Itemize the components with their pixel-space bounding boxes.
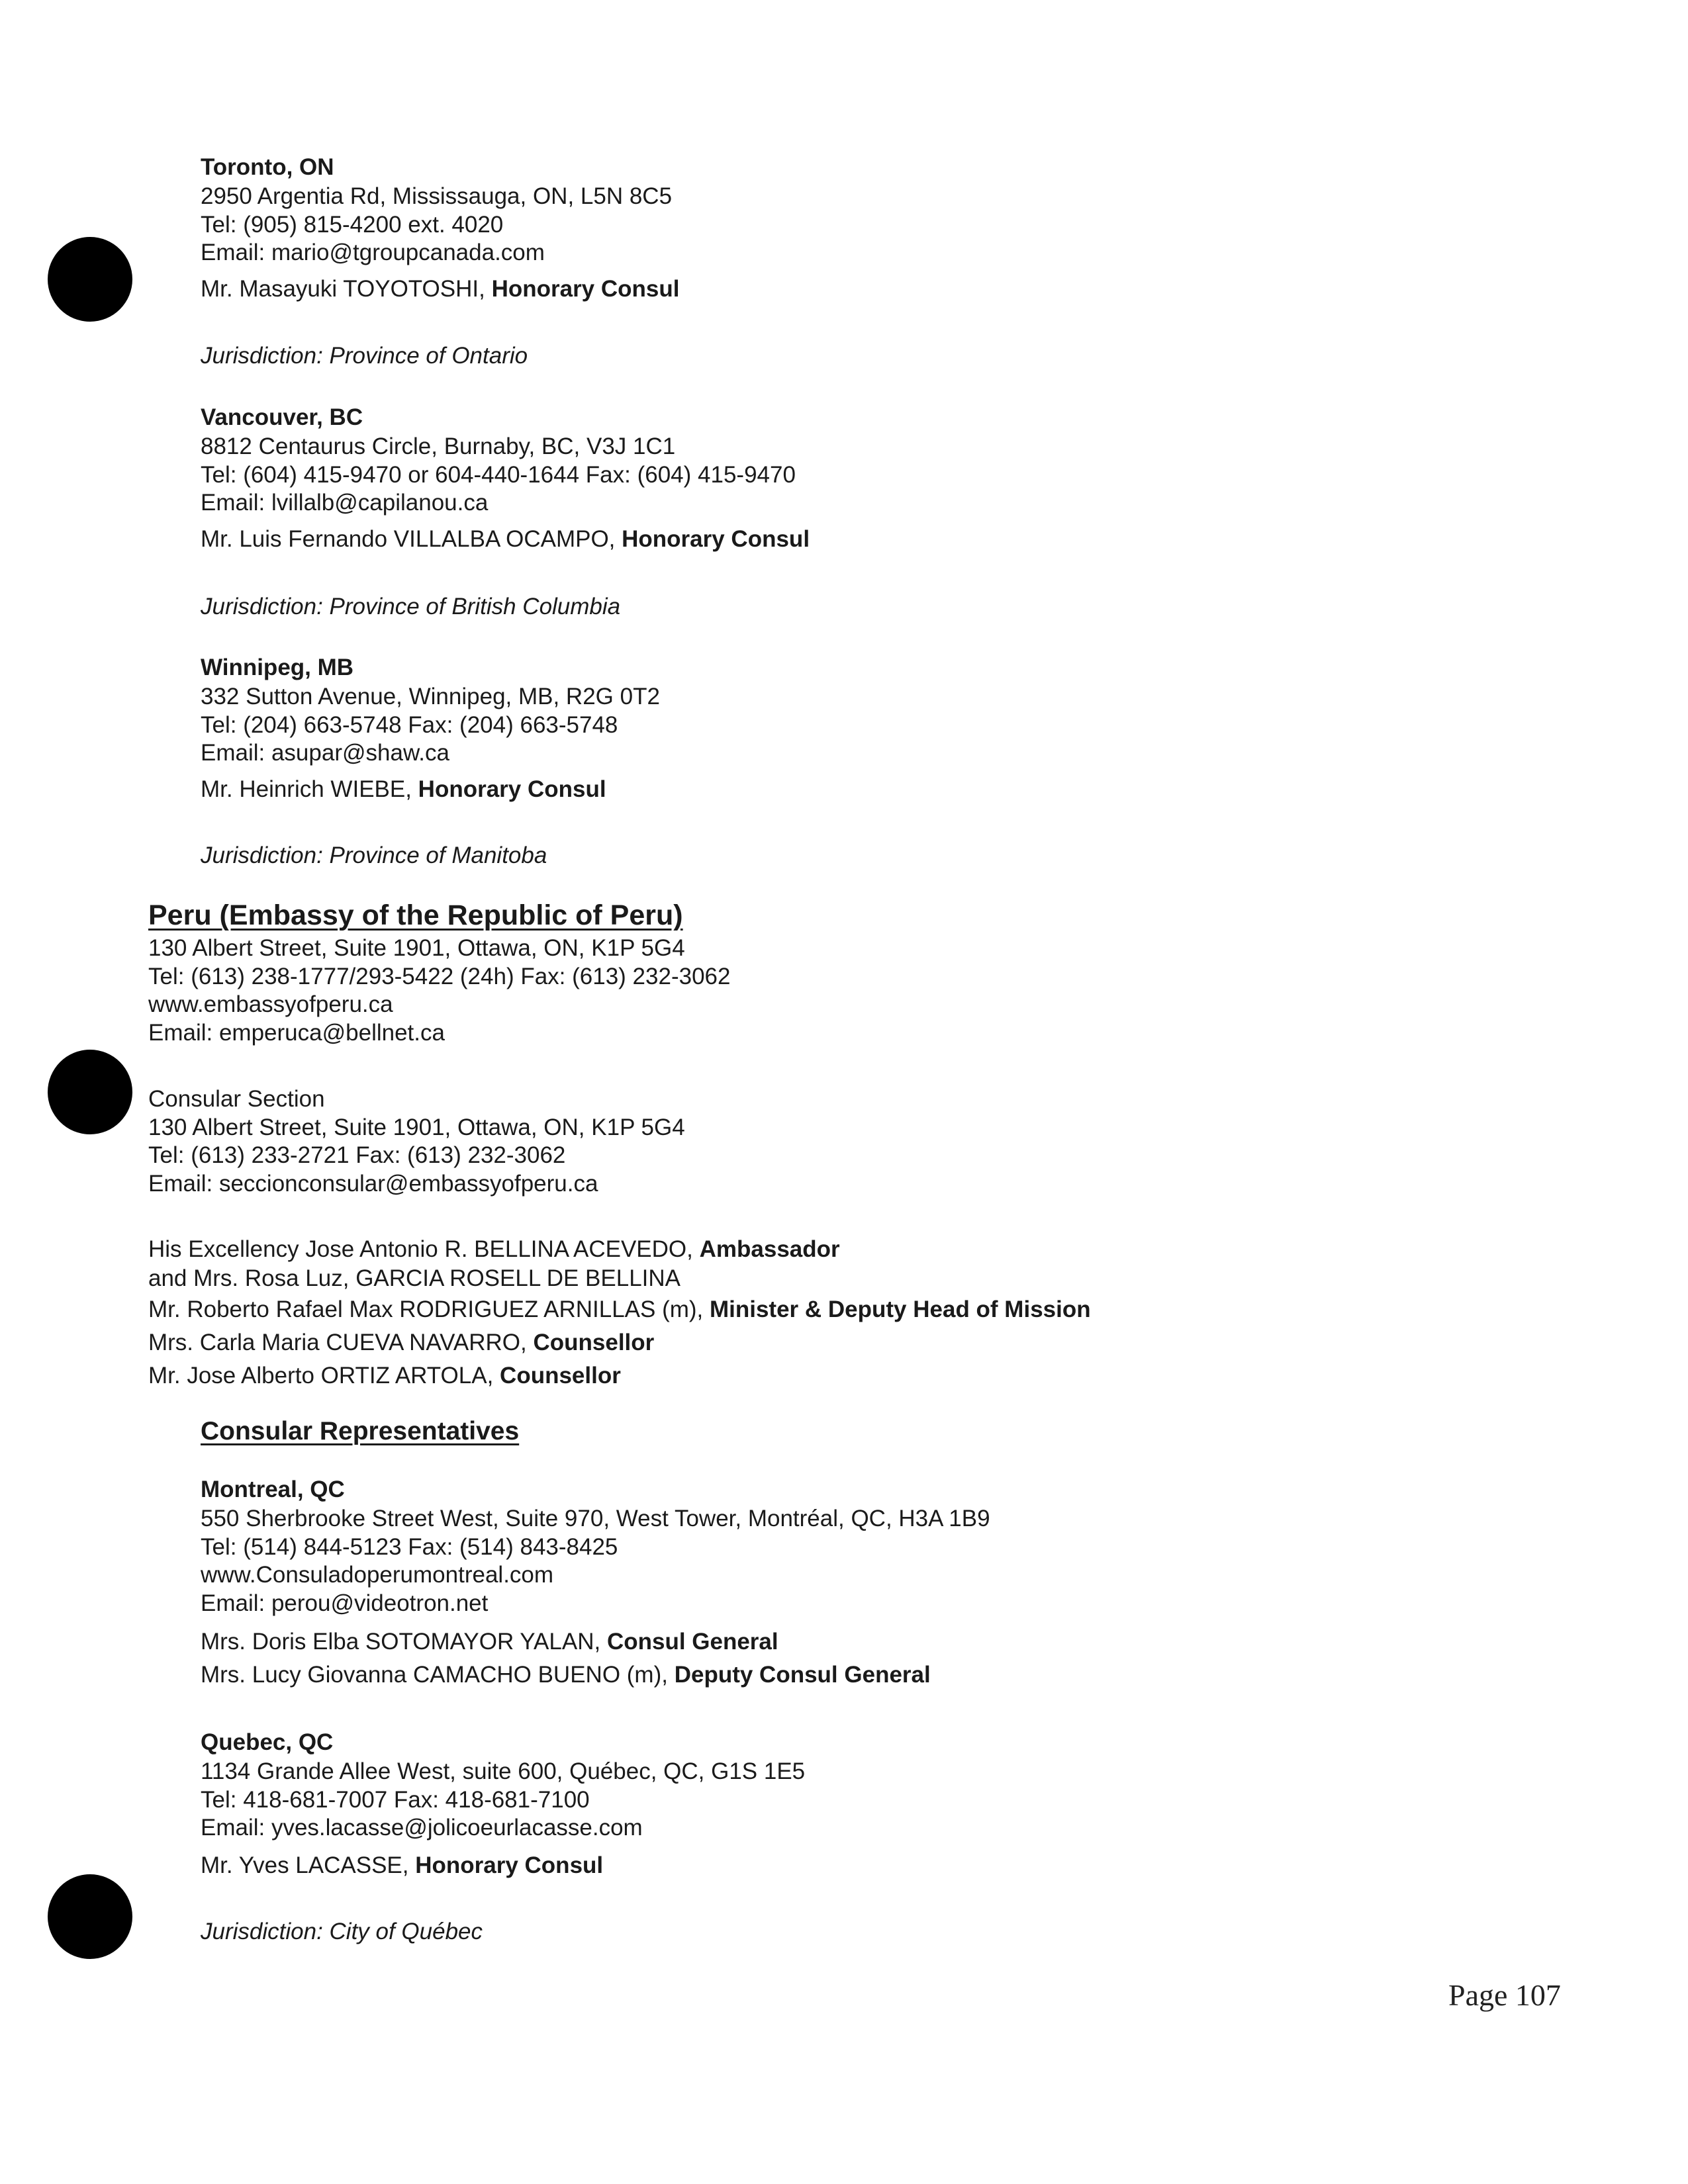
jurisdiction-vancouver: Jurisdiction: Province of British Columbia <box>201 594 621 619</box>
person-name: Mr. Yves LACASSE, <box>201 1852 416 1878</box>
email-line: Email: mario@tgroupcanada.com <box>201 240 545 265</box>
address-line: 2950 Argentia Rd, Mississauga, ON, L5N 8C5 <box>201 183 673 209</box>
address-line: 332 Sutton Avenue, Winnipeg, MB, R2G 0T2 <box>201 684 660 709</box>
phone-line: Tel: (604) 415-9470 or 604-440-1644 Fax: (604) 415-9470 <box>201 461 796 488</box>
person-name: Mr. Heinrich WIEBE, <box>201 776 418 802</box>
person-name: Mr. Luis Fernando VILLALBA OCAMPO, <box>201 525 622 552</box>
city-heading: Toronto, ON <box>201 154 334 180</box>
person-title: Deputy Consul General <box>674 1662 931 1688</box>
consul-entry <box>201 776 660 803</box>
address-line: 8812 Centaurus Circle, Burnaby, BC, V3J 1C1 <box>201 433 676 459</box>
person-title: Honorary Consul <box>622 525 810 552</box>
staff-name: and Mrs. Rosa Luz, GARCIA ROSELL DE BELLINA <box>148 1265 681 1291</box>
phone-line: Tel: (514) 844-5123 Fax: (514) 843-8425 <box>201 1533 618 1560</box>
website-line: www.embassyofperu.ca <box>148 991 393 1017</box>
staff-title: Counsellor <box>500 1363 621 1388</box>
staff-title: Counsellor <box>533 1330 655 1355</box>
honorary-consul-toronto <box>201 154 679 303</box>
consul-entry <box>201 275 679 303</box>
phone-line: Tel: 418-681-7007 Fax: 418-681-7100 <box>201 1786 590 1813</box>
address-line: 130 Albert Street, Suite 1901, Ottawa, ON, K1P 5G4 <box>148 1114 685 1140</box>
jurisdiction-winnipeg: Jurisdiction: Province of Manitoba <box>201 842 547 868</box>
person-title: Honorary Consul <box>415 1852 604 1878</box>
address-line: 130 Albert Street, Suite 1901, Ottawa, ON, K1P 5G4 <box>148 935 685 961</box>
person-name: Mrs. Doris Elba SOTOMAYOR YALAN, <box>201 1629 607 1655</box>
address-line: 550 Sherbrooke Street West, Suite 970, West Tower, Montréal, QC, H3A 1B9 <box>201 1506 990 1531</box>
honorary-consul-vancouver <box>201 404 810 553</box>
staff-title: Ambassador <box>699 1236 840 1262</box>
phone-line: Tel: (613) 233-2721 Fax: (613) 232-3062 <box>148 1142 566 1168</box>
honorary-consul-quebec <box>201 1729 805 1880</box>
section-label: Consular Section <box>148 1086 325 1112</box>
phone-line: Tel: (905) 815-4200 ext. 4020 <box>201 211 504 238</box>
email-line: Email: asupar@shaw.ca <box>201 740 449 766</box>
staff-title: Minister & Deputy Head of Mission <box>709 1297 1091 1322</box>
page-number: Page 107 <box>1448 1978 1561 2012</box>
staff-entry <box>148 1359 1091 1392</box>
staff-entry <box>148 1235 1091 1264</box>
email-line: Email: yves.lacasse@jolicoeurlacasse.com <box>201 1815 643 1841</box>
person-name: Mr. Masayuki TOYOTOSHI, <box>201 275 492 302</box>
staff-name: His Excellency Jose Antonio R. BELLINA ACEVEDO, <box>148 1236 700 1262</box>
consul-entry <box>201 1852 805 1880</box>
consul-entry <box>201 1661 990 1689</box>
embassy-contact <box>148 934 730 1047</box>
phone-line: Tel: (613) 238-1777/293-5422 (24h) Fax: (613) 232-3062 <box>148 963 731 989</box>
staff-name: Mr. Jose Alberto ORTIZ ARTOLA, <box>148 1363 500 1388</box>
address-line: 1134 Grande Allee West, suite 600, Québec, QC, G1S 1E5 <box>201 1758 806 1784</box>
email-line: Email: seccionconsular@embassyofperu.ca <box>148 1170 598 1197</box>
website-line: www.Consuladoperumontreal.com <box>201 1562 554 1588</box>
jurisdiction-toronto: Jurisdiction: Province of Ontario <box>201 343 528 369</box>
staff-entry <box>148 1293 1091 1326</box>
punch-hole-bottom <box>48 1874 132 1959</box>
staff-entry <box>148 1326 1091 1359</box>
city-heading: Vancouver, BC <box>201 404 363 430</box>
honorary-consul-winnipeg <box>201 654 660 803</box>
jurisdiction-quebec: Jurisdiction: City of Québec <box>201 1919 483 1944</box>
city-heading: Quebec, QC <box>201 1729 334 1755</box>
punch-hole-top <box>48 237 132 322</box>
country-heading-peru: Peru (Embassy of the Republic of Peru) <box>148 899 683 931</box>
city-heading: Winnipeg, MB <box>201 655 354 680</box>
person-title: Honorary Consul <box>491 275 680 302</box>
staff-entry <box>148 1264 1091 1293</box>
consulate-montreal <box>201 1476 990 1689</box>
phone-line: Tel: (204) 663-5748 Fax: (204) 663-5748 <box>201 711 618 738</box>
email-line: Email: lvillalb@capilanou.ca <box>201 490 489 516</box>
consular-representatives-heading: Consular Representatives <box>201 1417 520 1445</box>
consul-entry <box>201 525 810 553</box>
email-line: Email: emperuca@bellnet.ca <box>148 1019 445 1046</box>
email-line: Email: perou@videotron.net <box>201 1590 489 1616</box>
staff-name: Mrs. Carla Maria CUEVA NAVARRO, <box>148 1330 534 1355</box>
punch-hole-middle <box>48 1050 132 1134</box>
staff-name: Mr. Roberto Rafael Max RODRIGUEZ ARNILLAS (m), <box>148 1297 710 1322</box>
person-name: Mrs. Lucy Giovanna CAMACHO BUENO (m), <box>201 1662 675 1688</box>
person-title: Consul General <box>606 1629 778 1655</box>
city-heading: Montreal, QC <box>201 1477 345 1502</box>
person-title: Honorary Consul <box>418 776 606 802</box>
consul-entry <box>201 1628 990 1656</box>
consular-section <box>148 1085 685 1198</box>
embassy-staff <box>148 1235 1091 1392</box>
